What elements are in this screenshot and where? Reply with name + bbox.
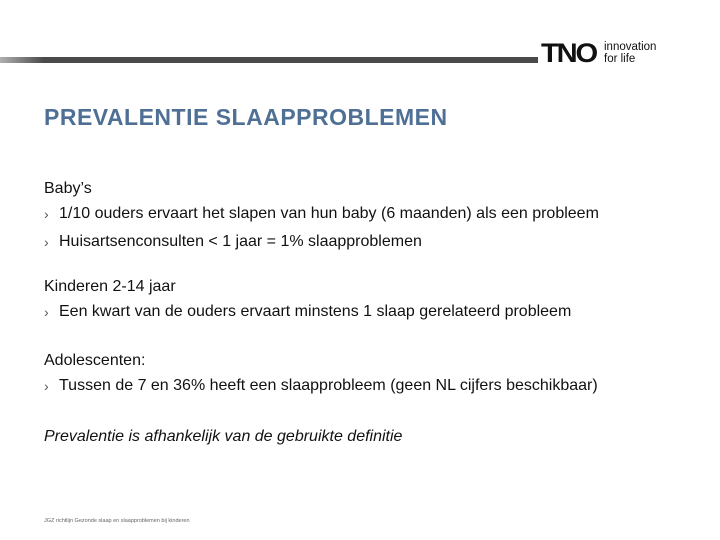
list-item <box>44 372 704 400</box>
bullet-list <box>44 372 704 400</box>
section-children <box>44 276 704 326</box>
logo-tagline-line1: innovation <box>604 41 657 53</box>
definition-note: Prevalentie is afhankelijk van de gebruikte definitie <box>44 428 403 445</box>
bullet-text: 1/10 ouders ervaart het slapen van hun baby (6 maanden) als een probleem <box>59 205 599 222</box>
chevron-right-icon: › <box>44 206 49 222</box>
logo-mark: TNO <box>541 38 597 68</box>
logo-tagline-line2: for life <box>604 53 636 65</box>
list-item <box>44 298 704 326</box>
header-rule <box>0 57 538 63</box>
section-heading: Adolescenten: <box>44 352 146 369</box>
slide-content <box>44 178 704 448</box>
chevron-right-icon: › <box>44 378 49 394</box>
chevron-right-icon: › <box>44 304 49 320</box>
section-heading: Kinderen 2-14 jaar <box>44 278 176 295</box>
tno-logo <box>541 40 656 66</box>
bullet-text: Een kwart van de ouders ervaart minstens 1 slaap gerelateerd probleem <box>59 303 572 320</box>
section-heading: Baby’s <box>44 180 92 197</box>
list-item <box>44 200 704 228</box>
bullet-list <box>44 200 704 256</box>
section-adolescents <box>44 350 704 400</box>
bullet-text: Huisartsenconsulten < 1 jaar = 1% slaapproblemen <box>59 233 422 250</box>
section-babies <box>44 178 704 256</box>
slide-title: PREVALENTIE SLAAPPROBLEMEN <box>44 104 448 130</box>
bullet-text: Tussen de 7 en 36% heeft een slaapprobleem (geen NL cijfers beschikbaar) <box>59 377 598 394</box>
chevron-right-icon: › <box>44 234 49 250</box>
logo-tagline <box>604 41 656 65</box>
footer-source: JGZ richtlijn Gezonde slaap en slaapproblemen bij kinderen <box>44 518 190 524</box>
bullet-list <box>44 298 704 326</box>
list-item <box>44 228 704 256</box>
